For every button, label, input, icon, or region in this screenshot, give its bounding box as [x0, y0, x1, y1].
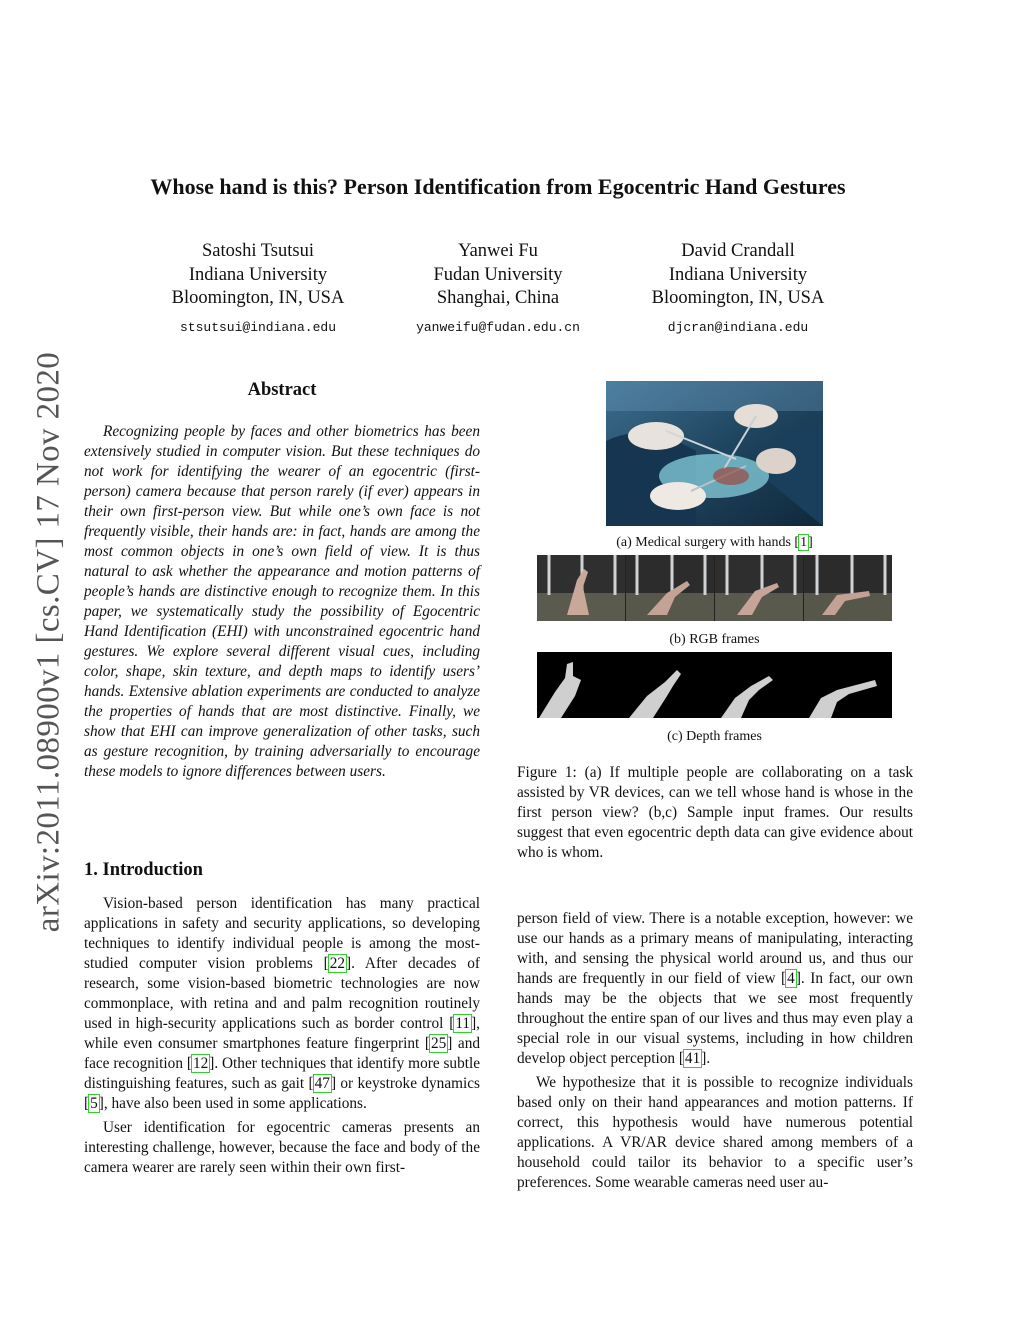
rgb-frames-strip [537, 555, 892, 621]
citation-link[interactable]: 47 [314, 1075, 330, 1092]
author-block-2 [378, 240, 618, 339]
citation-link[interactable]: 1 [800, 535, 808, 550]
left-column-text [84, 894, 480, 1178]
abstract-heading: Abstract [247, 380, 317, 400]
surgery-photo [606, 381, 823, 526]
author-email[interactable]: stsutsui@indiana.edu [179, 319, 337, 335]
rgb-frame [626, 555, 714, 621]
intro-paragraph-1: Vision-based person identification has many practical applications in safety and security applications, so developing techniques to identify individual people is among the most-studied computer vision problems [22]. After decades of research, some vision-based biometric technologies are now commonplace, with retina and and palm recognition routinely used in high-security applications such as border control [11], while even consumer smartphones feature fingerprint [25] and face recognition [12]. Other techniques that identify more subtle distinguishing features, such as gait [47] or keystroke dynamics [5], have also been used in some applications. [84, 895, 481, 1112]
citation-link[interactable]: 25 [430, 1035, 447, 1052]
rgb-frames-graphic [537, 555, 892, 621]
author-email[interactable]: djcran@indiana.edu [667, 319, 809, 335]
citation-link[interactable]: 5 [90, 1095, 98, 1112]
citation-link[interactable]: 22 [329, 955, 345, 972]
abstract-text: Recognizing people by faces and other biometrics has been extensively studied in computer vision. But these techniques do not work for identifying the wearer of an egocentric (first-person) camera because that person rarely (if ever) appears in their own first-person view. But while one’s own face is not frequently visible, their hands are: in fact, hands are among the most common objects in one’s own field of view. It is thus natural to ask whether the appearance and motion patterns of people’s hands are distinctive enough to recognize them. In this paper, we systematically study the possibility of Egocentric Hand Identification (EHI) with unconstrained egocentric hand gestures. We explore several different visual cues, including color, shape, skin texture, and depth maps to identify users’ hands. Extensive ablation experiments are conducted to analyze the properties of hands that are most distinctive. Finally, we show that EHI can improve generalization of other tasks, such as gesture recognition, by training adversarially to encourage these models to ignore differences between users. [84, 423, 480, 780]
author-name: Satoshi Tsutsui [202, 241, 314, 261]
author-name: Yanwei Fu [458, 241, 538, 261]
depth-frames-strip [537, 652, 892, 718]
author-block-3 [618, 240, 858, 339]
surgery-photo-graphic [606, 381, 823, 526]
intro-paragraph-3: person field of view. There is a notable exception, however: we use our hands as a primary means of manipulating, interacting with, and sensing the physical world around us, and thus our hands are frequently in our field of view [4]. In fact, our own hands may be the objects that we see most frequently throughout the entire span of our lives and thus may even play a special role in our visual systems, including in how children develop object perception [41]. [517, 910, 913, 1067]
citation-link[interactable]: 11 [455, 1015, 471, 1032]
author-name: David Crandall [681, 241, 795, 261]
intro-paragraph-2: User identification for egocentric cameras presents an interesting challenge, however, because the face and body of the camera wearer are rarely seen within their own first- [84, 1119, 480, 1176]
rgb-frame [804, 555, 892, 621]
citation-link[interactable]: 41 [684, 1050, 701, 1067]
author-affiliation: Indiana University [668, 264, 808, 285]
author-block-1 [138, 240, 378, 339]
author-location: Shanghai, China [436, 288, 560, 308]
intro-heading: 1. Introduction [84, 860, 203, 880]
citation-link[interactable]: 4 [787, 970, 795, 987]
right-column-text [517, 909, 913, 1193]
arxiv-stamp-text: arXiv:2011.08900v1 [cs.CV] 17 Nov 2020 [30, 351, 67, 933]
rgb-frame [537, 555, 625, 621]
figure-caption: Figure 1: (a) If multiple people are collaborating on a task assisted by VR devices, can we tell whose hand is whose in the first person view? (b,c) Sample input frames. Our results suggest that even egocentric depth data can give evidence about who is whom. [517, 764, 913, 861]
subcaption-c: (c) Depth frames [667, 729, 762, 744]
author-location: Bloomington, IN, USA [651, 288, 825, 308]
subcaption-b: (b) RGB frames [669, 632, 760, 647]
arxiv-stamp [28, 345, 70, 940]
citation-link[interactable]: 12 [192, 1055, 209, 1072]
depth-frames-graphic [537, 652, 892, 718]
author-affiliation: Indiana University [188, 264, 328, 285]
subcaption-a: (a) Medical surgery with hands [1] [616, 535, 813, 550]
rgb-frame [715, 555, 803, 621]
author-affiliation: Fudan University [433, 264, 563, 285]
author-location: Bloomington, IN, USA [171, 288, 345, 308]
intro-paragraph-4: We hypothesize that it is possible to recognize individuals based only on their hand appearances and motion patterns. If correct, this hypothesis would have numerous potential applications. A VR/AR device shared among members of a household could tailor its behavior to a specific user’s preferences. Some wearable cameras need user au- [517, 1074, 913, 1191]
author-email[interactable]: yanweifu@fudan.edu.cn [416, 319, 580, 335]
paper-title: Whose hand is this? Person Identification from Egocentric Hand Gestures [150, 174, 846, 199]
